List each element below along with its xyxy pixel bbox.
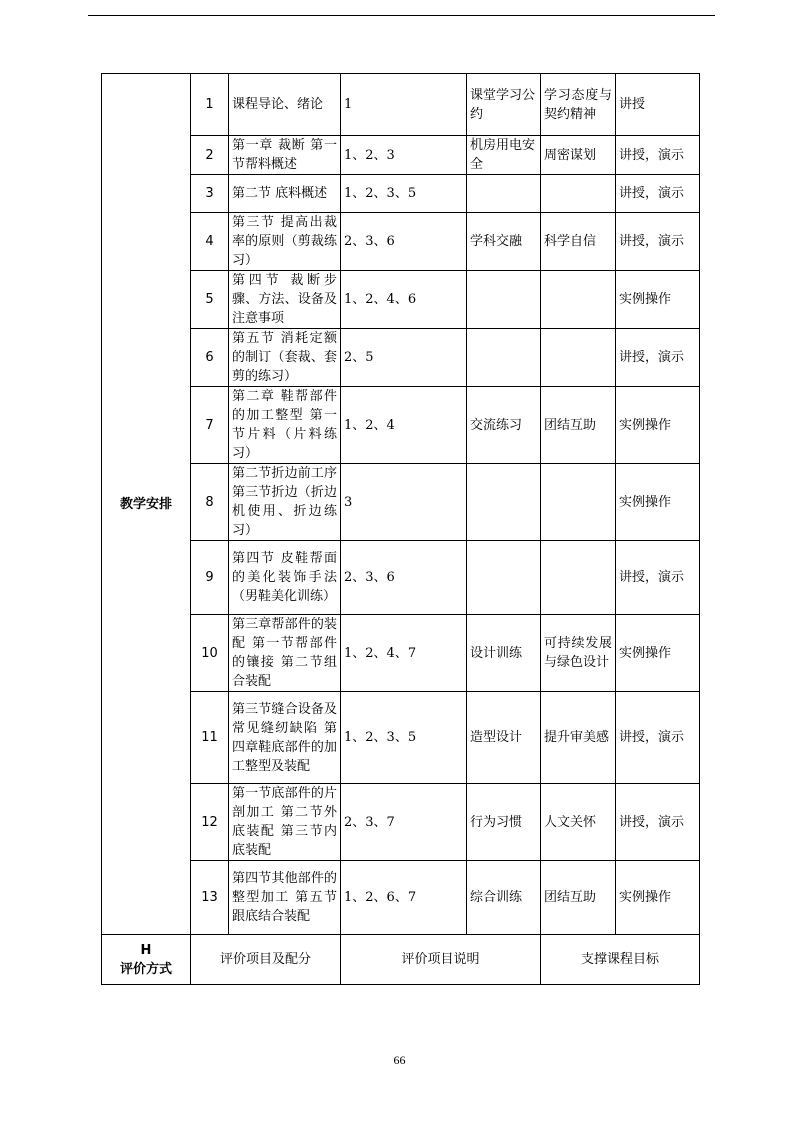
row-content: 第二节折边前工序 第三节折边（折边机使用、折边练习） <box>229 464 341 541</box>
row-method: 讲授，演示 <box>616 329 700 387</box>
row-number: 10 <box>191 615 229 692</box>
row-objectives: 1、2、3、5 <box>341 692 467 784</box>
row-number: 12 <box>191 784 229 861</box>
row-number: 5 <box>191 271 229 329</box>
row-point: 可持续发展与绿色设计 <box>541 615 616 692</box>
row-element <box>467 464 541 541</box>
row-element: 综合训练 <box>467 861 541 935</box>
row-objectives: 1、2、4、6 <box>341 271 467 329</box>
row-point <box>541 175 616 213</box>
row-point: 团结互助 <box>541 387 616 464</box>
row-element: 行为习惯 <box>467 784 541 861</box>
row-point: 学习态度与契约精神 <box>541 74 616 136</box>
row-method: 讲授，演示 <box>616 784 700 861</box>
table-row <box>102 387 700 464</box>
row-method: 讲授，演示 <box>616 175 700 213</box>
row-number: 11 <box>191 692 229 784</box>
row-number: 8 <box>191 464 229 541</box>
row-point <box>541 464 616 541</box>
row-element: 设计训练 <box>467 615 541 692</box>
table-row <box>102 784 700 861</box>
row-content: 第五节 消耗定额的制订（套裁、套剪的练习） <box>229 329 341 387</box>
row-objectives: 1、2、3、5 <box>341 175 467 213</box>
row-objectives: 3 <box>341 464 467 541</box>
row-objectives: 2、3、6 <box>341 541 467 615</box>
row-method: 实例操作 <box>616 271 700 329</box>
table-row <box>102 861 700 935</box>
row-number: 9 <box>191 541 229 615</box>
row-content: 第三节 提高出裁率的原则（剪裁练习） <box>229 213 341 271</box>
row-method: 讲授 <box>616 74 700 136</box>
table-row <box>102 213 700 271</box>
row-point: 团结互助 <box>541 861 616 935</box>
row-objectives: 1、2、3 <box>341 136 467 175</box>
row-objectives: 2、5 <box>341 329 467 387</box>
header-rule <box>88 15 715 16</box>
row-objectives: 1 <box>341 74 467 136</box>
evaluation-title: 评价方式 <box>119 961 172 977</box>
row-method: 实例操作 <box>616 387 700 464</box>
table-row <box>102 541 700 615</box>
row-method: 讲授，演示 <box>616 213 700 271</box>
row-element: 机房用电安全 <box>467 136 541 175</box>
evaluation-row <box>102 935 700 985</box>
row-method: 讲授，演示 <box>616 136 700 175</box>
row-number: 4 <box>191 213 229 271</box>
col-header-support: 支撑课程目标 <box>541 935 700 985</box>
table-row <box>102 271 700 329</box>
table-row <box>102 615 700 692</box>
row-point: 周密谋划 <box>541 136 616 175</box>
row-element: 交流练习 <box>467 387 541 464</box>
row-content: 第一章 裁断 第一节帮料概述 <box>229 136 341 175</box>
row-method: 实例操作 <box>616 861 700 935</box>
table-row <box>102 329 700 387</box>
row-content: 第二章 鞋帮部件的加工整型 第一节片料（片料练习） <box>229 387 341 464</box>
row-element <box>467 271 541 329</box>
row-point <box>541 271 616 329</box>
row-content: 第二节 底料概述 <box>229 175 341 213</box>
row-content: 第一节底部件的片剖加工 第二节外底装配 第三节内底装配 <box>229 784 341 861</box>
teaching-schedule-table <box>101 73 700 985</box>
col-header-description: 评价项目说明 <box>341 935 541 985</box>
row-number: 7 <box>191 387 229 464</box>
page-number: 66 <box>393 1053 406 1067</box>
row-point <box>541 329 616 387</box>
row-number: 6 <box>191 329 229 387</box>
row-number: 1 <box>191 74 229 136</box>
row-content: 第四节 裁断步骤、方法、设备及注意事项 <box>229 271 341 329</box>
table-row <box>102 74 700 136</box>
row-point: 提升审美感 <box>541 692 616 784</box>
row-element: 学科交融 <box>467 213 541 271</box>
section-label-teaching: 教学安排 <box>102 74 191 935</box>
row-point: 科学自信 <box>541 213 616 271</box>
row-objectives: 2、3、7 <box>341 784 467 861</box>
row-content: 课程导论、绪论 <box>229 74 341 136</box>
row-element <box>467 329 541 387</box>
evaluation-letter: H <box>140 942 152 958</box>
row-method: 讲授，演示 <box>616 692 700 784</box>
table-row <box>102 464 700 541</box>
row-objectives: 2、3、6 <box>341 213 467 271</box>
table-row <box>102 692 700 784</box>
row-element <box>467 541 541 615</box>
row-method: 实例操作 <box>616 464 700 541</box>
row-content: 第四节 皮鞋帮面的美化装饰手法（男鞋美化训练） <box>229 541 341 615</box>
section-label-evaluation <box>102 935 191 985</box>
row-objectives: 1、2、6、7 <box>341 861 467 935</box>
row-objectives: 1、2、4、7 <box>341 615 467 692</box>
row-objectives: 1、2、4 <box>341 387 467 464</box>
row-method: 讲授，演示 <box>616 541 700 615</box>
row-content: 第三节缝合设备及常见缝纫缺陷 第四章鞋底部件的加工整型及装配 <box>229 692 341 784</box>
table-row <box>102 136 700 175</box>
row-element: 课堂学习公约 <box>467 74 541 136</box>
col-header-items: 评价项目及配分 <box>191 935 341 985</box>
row-number: 13 <box>191 861 229 935</box>
row-number: 3 <box>191 175 229 213</box>
row-point <box>541 541 616 615</box>
row-number: 2 <box>191 136 229 175</box>
row-content: 第三章帮部件的装配 第一节帮部件的镶接 第二节组合装配 <box>229 615 341 692</box>
row-element: 造型设计 <box>467 692 541 784</box>
row-element <box>467 175 541 213</box>
row-point: 人文关怀 <box>541 784 616 861</box>
row-content: 第四节其他部件的整型加工 第五节跟底结合装配 <box>229 861 341 935</box>
table-row <box>102 175 700 213</box>
row-method: 实例操作 <box>616 615 700 692</box>
